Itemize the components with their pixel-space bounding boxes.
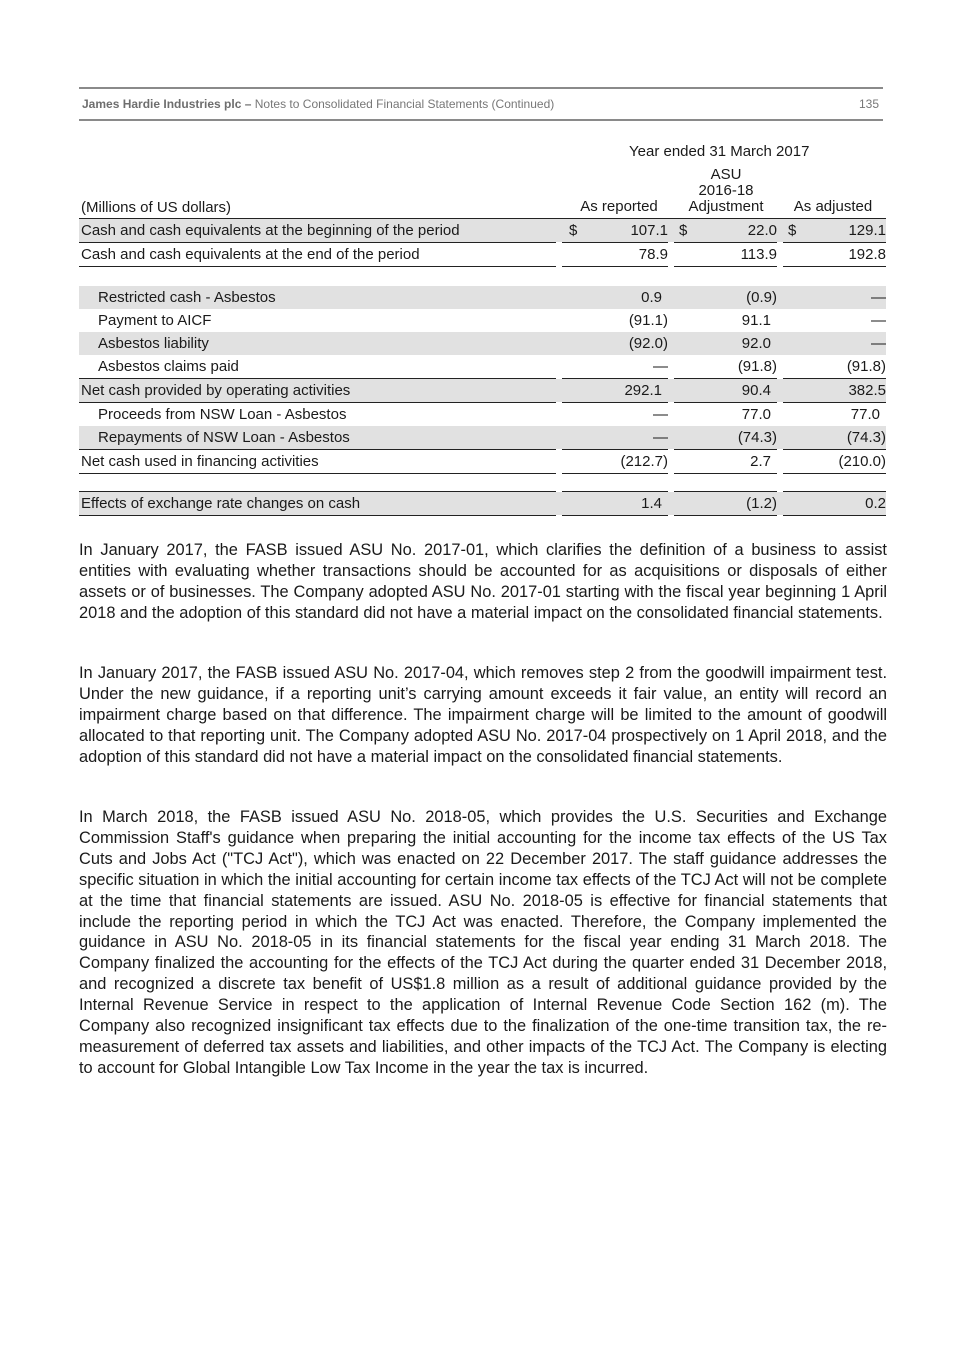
- cell-as-reported: —: [653, 429, 668, 446]
- cell-as-reported: 1.4: [641, 495, 662, 512]
- currency-symbol: $: [679, 222, 688, 239]
- column-header-as-adjusted: As adjusted: [793, 198, 873, 215]
- cell-as-adjusted: —: [871, 335, 886, 352]
- cell-as-reported: (92.0): [628, 335, 668, 352]
- cell-adjustment: 91.1: [741, 312, 771, 329]
- cell-as-adjusted: 382.5: [848, 382, 886, 399]
- cell-as-reported: 107.1: [630, 222, 668, 239]
- column-header-adjustment-line3: Adjustment: [688, 198, 764, 215]
- cell-as-reported: 0.9: [641, 289, 662, 306]
- table-row: [79, 403, 886, 426]
- table-row: [79, 243, 886, 266]
- header-title: [82, 97, 554, 111]
- cell-adjustment: (74.3): [737, 429, 777, 446]
- cell-adjustment: (1.2): [746, 495, 777, 512]
- table-row: [79, 492, 886, 515]
- row-label: Cash and cash equivalents at the end of the period: [81, 246, 420, 263]
- cell-as-adjusted: 77.0: [850, 406, 880, 423]
- column-header-adjustment-line2: 2016-18: [698, 182, 754, 199]
- cell-adjustment: 113.9: [740, 246, 777, 263]
- cell-adjustment: 2.7: [750, 453, 771, 470]
- page-header: [79, 87, 883, 121]
- cell-as-adjusted: 0.2: [865, 495, 886, 512]
- cell-as-adjusted: 192.8: [848, 246, 886, 263]
- page-number: 135: [858, 97, 879, 111]
- cell-adjustment: 22.0: [747, 222, 777, 239]
- table-row: [79, 332, 886, 355]
- table-row: [79, 426, 886, 449]
- cell-adjustment: 90.4: [741, 382, 771, 399]
- cell-as-adjusted: (91.8): [846, 358, 886, 375]
- column-header-adjustment-line1: ASU: [710, 166, 742, 183]
- cell-adjustment: (91.8): [737, 358, 777, 375]
- row-label: Net cash provided by operating activities: [81, 382, 351, 399]
- column-header-adjustment: [675, 167, 777, 215]
- paragraph-asu-2017-04: In January 2017, the FASB issued ASU No. 2017-04, which removes step 2 from the goodwill impairment test. Under the new guidance, if a reporting unit’s carrying amount exceeds it fair value, an entity will record an impairment charge based on that difference. The impairment charge will be limited to the amount of goodwill allocated to that reporting unit. The Company adopted ASU No. 2017-04 prospectively on 1 April 2018, and the adoption of this standard did not have a material impact on the consolidated financial statements.: [79, 664, 887, 766]
- cell-adjustment: (0.9): [746, 289, 777, 306]
- cell-as-adjusted: —: [871, 289, 886, 306]
- currency-symbol: $: [788, 222, 797, 239]
- column-header-as-reported: As reported: [580, 198, 658, 215]
- table-row: [79, 219, 886, 242]
- table-row: [79, 309, 886, 332]
- company-name: James Hardie Industries plc –: [82, 97, 252, 111]
- row-label: Effects of exchange rate changes on cash: [81, 495, 361, 512]
- cell-as-adjusted: (210.0): [838, 453, 886, 470]
- units-label: (Millions of US dollars): [81, 199, 232, 216]
- row-label: Cash and cash equivalents at the beginning of the period: [81, 222, 460, 239]
- row-label: Proceeds from NSW Loan - Asbestos: [98, 406, 347, 423]
- cell-adjustment: 77.0: [741, 406, 771, 423]
- paragraph-asu-2018-05: In March 2018, the FASB issued ASU No. 2018-05, which provides the U.S. Securities and Exchange Commission Staff's guidance when preparing the initial accounting for the income tax effects of the US Tax Cuts and Jobs Act ("TCJ Act"), which was enacted on 22 December 2017. The staff guidance addresses the specific situation in which the initial accounting for certain income tax effects of the TCJ Act will not be complete at the time that financial statements are issued. ASU No. 2018-05 is effective for financial statements that include the reporting period in which the TCJ Act was enacted. Therefore, the Company implemented the guidance in ASU No. 2018-05 in its financial statements for the fiscal year ending 31 March 2018. The Company finalized the accounting for the effects of the TCJ Act during the quarter ended 31 December 2018, and recognized a discrete tax benefit of US$1.8 million as a result of additional guidance provided by the Internal Revenue Service in respect to the application of Internal Revenue Code Section 162 (m). The Company also recognized insignificant tax effects due to the finalization of the one-time transition tax, the re-measurement of deferred tax assets and liabilities, and other impacts of the TCJ Act. The Company is electing to account for Global Intangible Low Tax Income in the year the tax is incurred.: [79, 808, 887, 1077]
- row-label: Restricted cash - Asbestos: [98, 289, 276, 306]
- cell-as-reported: —: [653, 358, 668, 375]
- table-row: [79, 450, 886, 473]
- cell-as-adjusted: 129.1: [848, 222, 886, 239]
- row-label: Asbestos claims paid: [98, 358, 239, 375]
- period-header: Year ended 31 March 2017: [629, 143, 810, 160]
- cell-adjustment: 92.0: [741, 335, 771, 352]
- cell-as-reported: —: [653, 406, 668, 423]
- cell-as-reported: (91.1): [628, 312, 668, 329]
- cell-as-reported: 78.9: [638, 246, 668, 263]
- cell-as-reported: (212.7): [620, 453, 668, 470]
- cell-as-adjusted: —: [871, 312, 886, 329]
- row-label: Payment to AICF: [98, 312, 212, 329]
- table-row: [79, 286, 886, 309]
- row-label: Repayments of NSW Loan - Asbestos: [98, 429, 350, 446]
- row-label: Asbestos liability: [98, 335, 209, 352]
- cell-as-adjusted: (74.3): [846, 429, 886, 446]
- row-label: Net cash used in financing activities: [81, 453, 319, 470]
- table-row: [79, 379, 886, 402]
- header-subtitle: Notes to Consolidated Financial Statements (Continued): [254, 97, 555, 111]
- table-row: [79, 355, 886, 378]
- currency-symbol: $: [569, 222, 578, 239]
- cell-as-reported: 292.1: [624, 382, 662, 399]
- paragraph-asu-2017-01: In January 2017, the FASB issued ASU No. 2017-01, which clarifies the definition of a business to assist entities with evaluating whether transactions should be accounted for as acquisitions or disposals of either assets or of businesses. The Company adopted ASU No. 2017-01 starting with the fiscal year beginning 1 April 2018 and the adoption of this standard did not have a material impact on the consolidated financial statements.: [79, 541, 887, 622]
